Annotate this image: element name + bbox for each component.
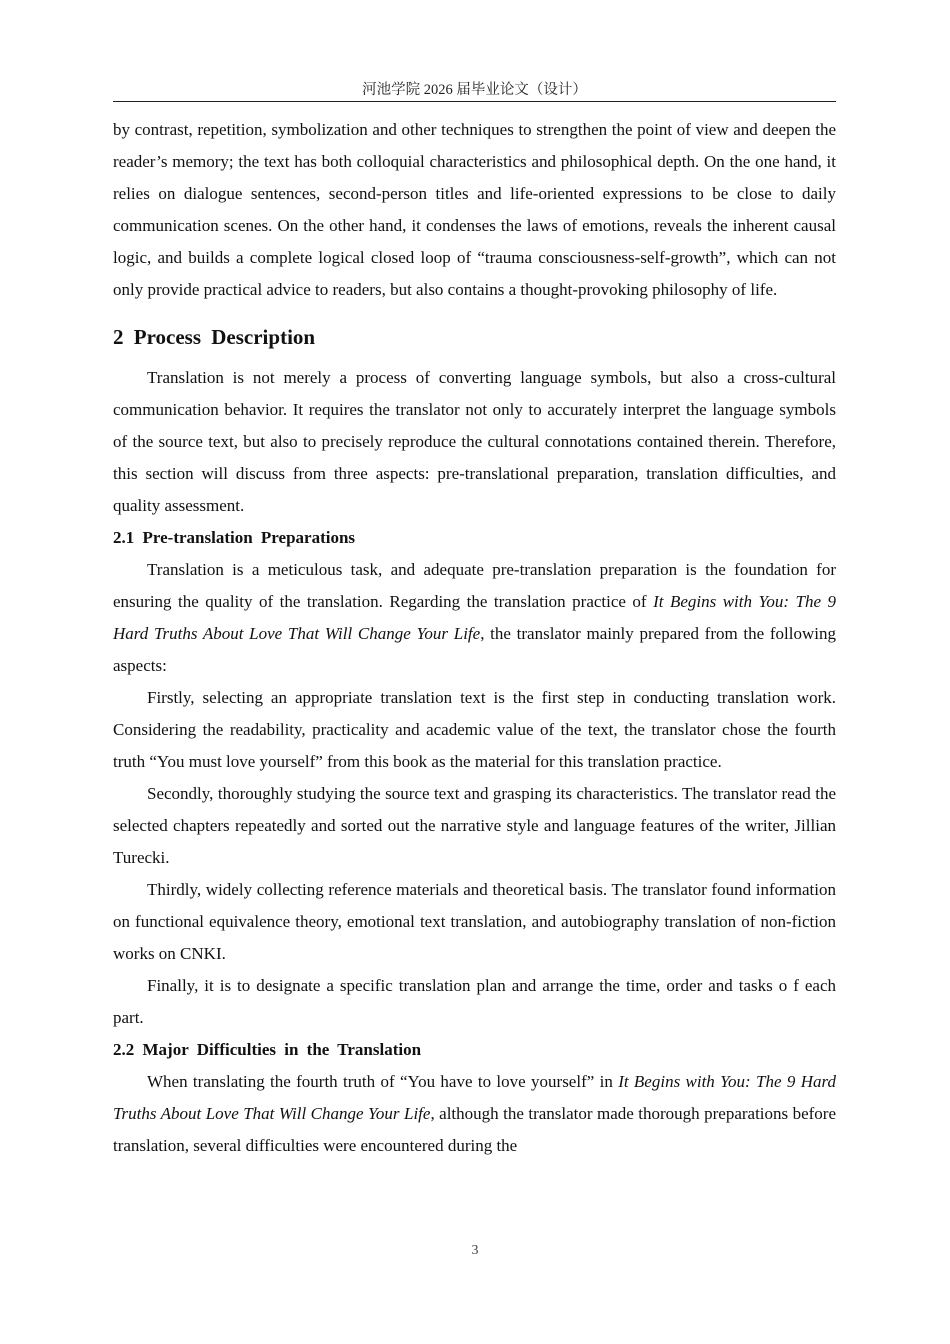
page-body bbox=[113, 114, 836, 1162]
paragraph-2-1-3: Secondly, thoroughly studying the source text and grasping its characteristics. The translator read the selected chapters repeatedly and sorted out the narrative style and language features of the writer, Jillian Turecki. bbox=[113, 784, 836, 867]
book-title: It Begins with You: The 9 Hard Truths About Love That Will Change Your Life bbox=[113, 1072, 836, 1123]
section-heading-2: 2 Process Description bbox=[113, 325, 316, 349]
section-2-paragraph: Translation is not merely a process of converting language symbols, but also a cross-cultural communication behavior. It requires the translator not only to accurately interpret the language symbols of the source text, but also to precisely reproduce the cultural connotations contained therein. Therefore, this section will discuss from three aspects: pre-translational preparation, translation difficulties, and quality assessment. bbox=[113, 368, 836, 515]
text-span: , the translator mainly prepared from the following aspects: bbox=[113, 624, 837, 675]
paragraph-2-1-1 bbox=[113, 554, 836, 682]
text-span: When translating the fourth truth of “You have to love yourself” in bbox=[147, 1072, 619, 1091]
subsection-heading-2-2: 2.2 Major Difficulties in the Translation bbox=[113, 1040, 422, 1059]
text-span: Translation is a meticulous task, and adequate pre-translation preparation is the foundation for ensuring the quality of the translation. Regarding the translation practice of bbox=[113, 560, 836, 611]
subsection-heading-2-1: 2.1 Pre-translation Preparations bbox=[113, 528, 356, 547]
text-span: , although the translator made thorough preparations before translation, several difficulties were encountered during the bbox=[113, 1104, 837, 1155]
page-number: 3 bbox=[471, 1243, 479, 1258]
paragraph-2-1-5: Finally, it is to designate a specific translation plan and arrange the time, order and tasks o f each part. bbox=[113, 976, 836, 1027]
paragraph-2-1-2: Firstly, selecting an appropriate translation text is the first step in conducting translation work. Considering the readability, practicality and academic value of the text, the translator chose the fourth truth “You must love yourself” from this book as the material for this translation practice. bbox=[113, 688, 836, 771]
intro-paragraph: by contrast, repetition, symbolization and other techniques to strengthen the point of view and deepen the reader’s memory; the text has both colloquial characteristics and philosophical depth. On the one hand, it relies on dialogue sentences, second-person titles and life-oriented expressions to be close to daily communication scenes. On the other hand, it condenses the laws of emotions, reveals the inherent causal logic, and builds a complete logical closed loop of “trauma consciousness-self-growth”, which can not only provide practical advice to readers, but also contains a thought-provoking philosophy of life. bbox=[113, 120, 836, 299]
book-title: It Begins with You: The 9 Hard Truths About Love That Will Change Your Life bbox=[113, 592, 837, 643]
paragraph-2-1-4: Thirdly, widely collecting reference materials and theoretical basis. The translator found information on functional equivalence theory, emotional text translation, and autobiography translation of non-fiction works on CNKI. bbox=[113, 880, 836, 963]
running-header: 河池学院 2026 届毕业论文（设计） bbox=[113, 80, 836, 102]
paragraph-2-2-1 bbox=[113, 1066, 836, 1162]
